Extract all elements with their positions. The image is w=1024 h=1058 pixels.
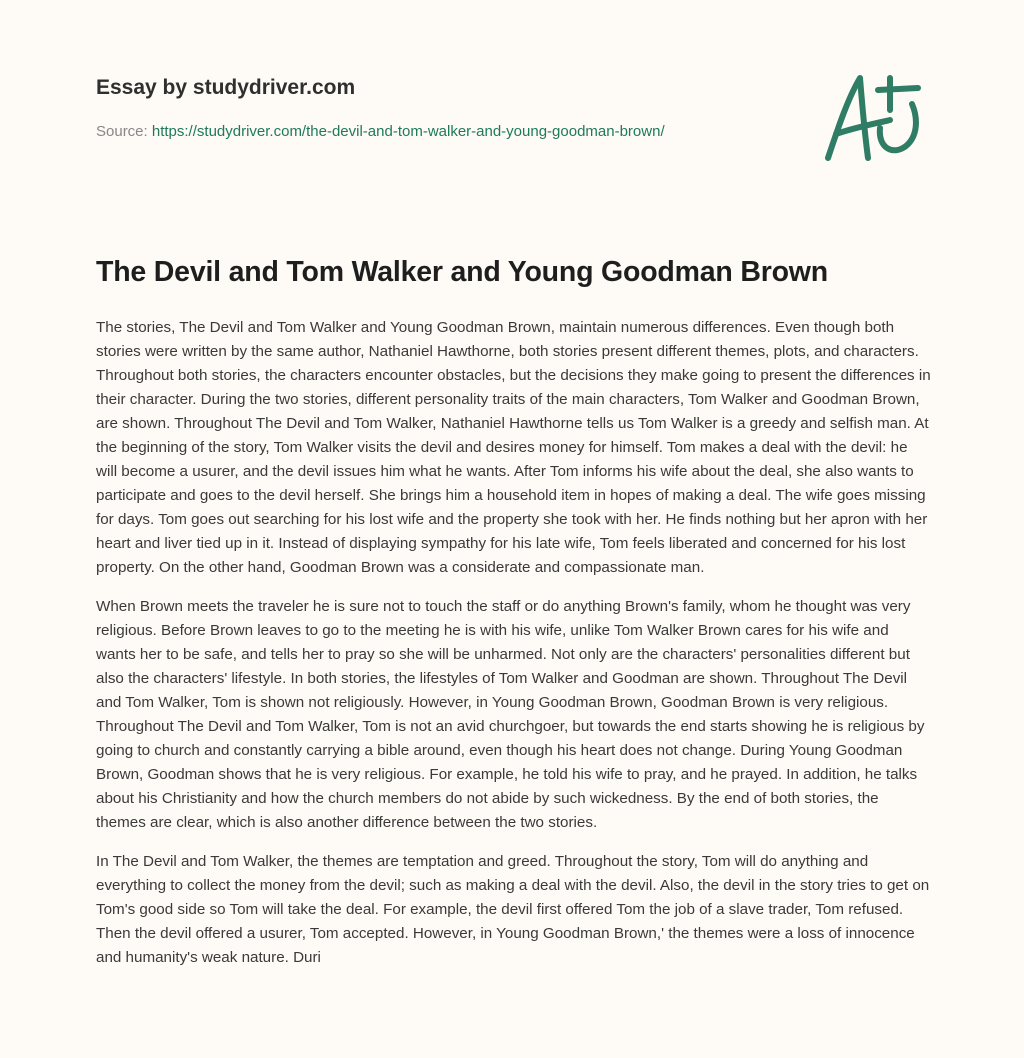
paragraph: The stories, The Devil and Tom Walker and Young Goodman Brown, maintain numerous differences. Even though both stories were written by the same author, Nathaniel Hawthorne, both stories present different themes, plots, and characters. Throughout both stories, the characters encounter obstacles, but the decisions they make going to present the differences in their character. During the two stories, different personality traits of the main characters, Tom Walker and Goodman Brown, are shown. Throughout The Devil and Tom Walker, Nathaniel Hawthorne tells us Tom Walker is a greedy and selfish man. At the beginning of the story, Tom Walker visits the devil and desires money for himself. Tom makes a deal with the devil: he will become a usurer, and the devil issues him what he wants. After Tom informs his wife about the deal, she also wants to participate and goes to the devil herself. She brings him a household item in hopes of making a deal. The wife goes missing for days. Tom goes out searching for his lost wife and the property she took with her. He finds nothing but her apron with her heart and liver tied up in it. Instead of displaying sympathy for his late wife, Tom feels liberated and concerned for his lost property. On the other hand, Goodman Brown was a considerate and compassionate man. bbox=[96, 319, 931, 576]
article-title: The Devil and Tom Walker and Young Goodman Brown bbox=[96, 256, 828, 288]
source-line bbox=[96, 123, 665, 140]
article-body bbox=[96, 316, 932, 985]
source-link[interactable]: https://studydriver.com/the-devil-and-tom-walker-and-young-goodman-brown/ bbox=[151, 123, 665, 140]
a-plus-logo-icon bbox=[818, 68, 928, 168]
paragraph: When Brown meets the traveler he is sure not to touch the staff or do anything Brown's family, whom he thought was very religious. Before Brown leaves to go to the meeting he is with his wife, unlike Tom Walker Brown cares for his wife and wants her to be safe, and tells her to pray so she will be unharmed. Not only are the characters' personalities different but also the characters' lifestyle. In both stories, the lifestyles of Tom Walker and Goodman are shown. Throughout The Devil and Tom Walker, Tom is shown not religiously. However, in Young Goodman Brown, Goodman Brown is very religious. Throughout The Devil and Tom Walker, Tom is not an avid churchgoer, but towards the end starts showing he is religious by going to church and constantly carrying a bible around, even though his heart does not change. During Young Goodman Brown, Goodman shows that he is very religious. For example, he told his wife to pray, and he prayed. In addition, he talks about his Christianity and how the church members do not abide by such wickedness. By the end of both stories, the themes are clear, which is also another difference between the two stories. bbox=[96, 598, 925, 831]
paragraph: In The Devil and Tom Walker, the themes are temptation and greed. Throughout the story, Tom will do anything and everything to collect the money from the devil; such as making a deal with the devil. Also, the devil in the story tries to get on Tom's good side so Tom will take the deal. For example, the devil first offered Tom the job of a slave trader, Tom refused. Then the devil offered a usurer, Tom accepted. However, in Young Goodman Brown,' the themes were a loss of innocence and humanity's weak nature. Duri bbox=[96, 853, 930, 966]
brand-title: Essay by studydriver.com bbox=[96, 76, 356, 99]
source-label: Source: bbox=[96, 123, 148, 140]
